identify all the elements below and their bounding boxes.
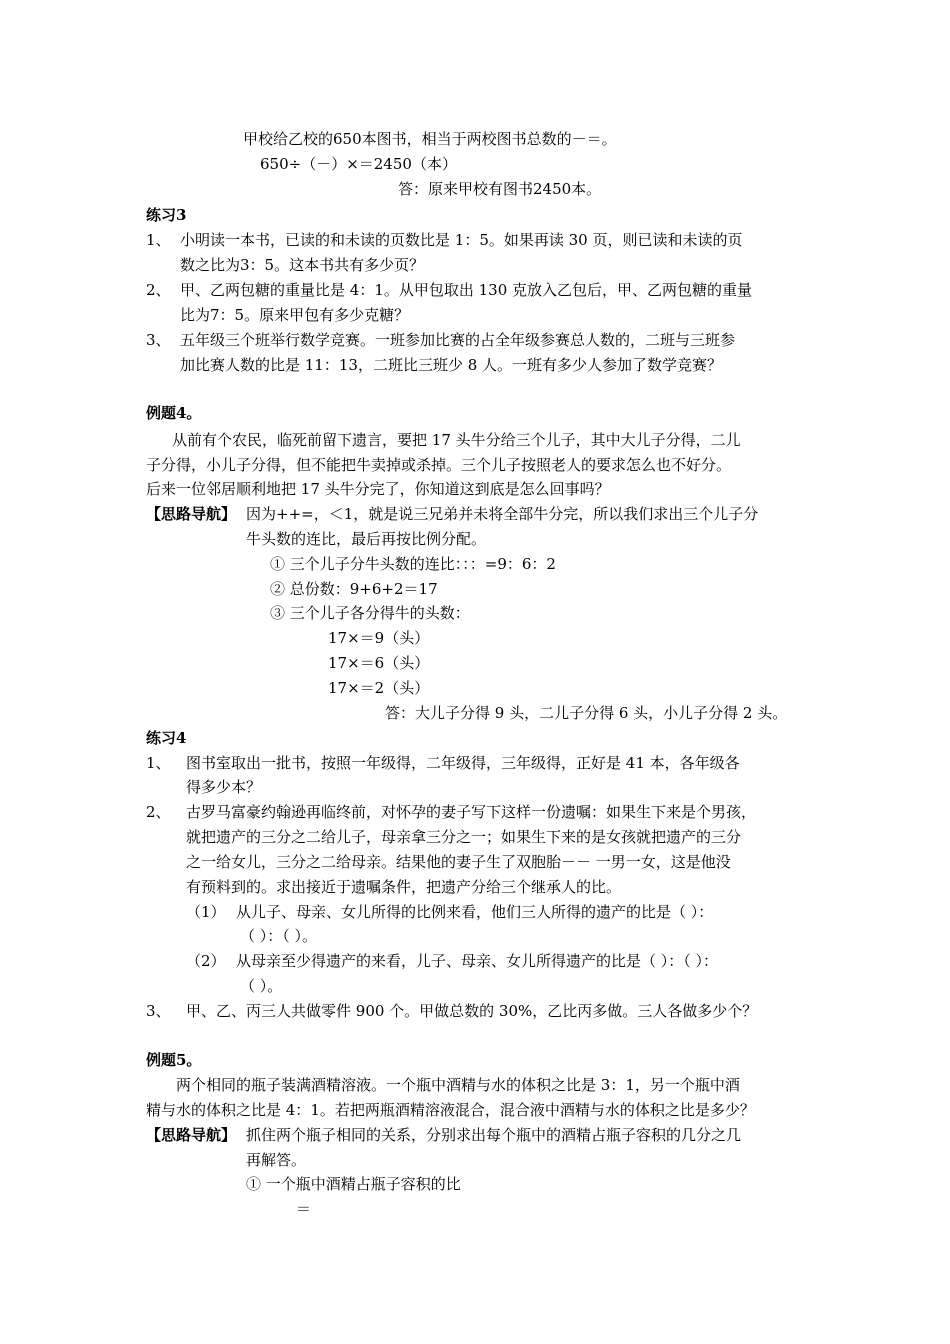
sub-item-text: （ ）：（ ）。	[240, 927, 318, 945]
list-item-text: 甲、乙两包糖的重量比是 4：1。从甲包取出 130 克放入乙包后，甲、乙两包糖的重量	[180, 281, 753, 299]
list-item-number: 1、	[146, 754, 171, 772]
list-item-text: 之一给女儿，三分之二给母亲。结果他的妻子生了双胞胎－－ 一男一女，这是他没	[186, 853, 731, 871]
calc-line: 17×＝2（头）	[328, 679, 430, 697]
list-item-text: 小明读一本书，已读的和未读的页数比是 1：5。如果再读 30 页，则已读和未读的页	[180, 231, 743, 249]
guide-label: 【思路导航】	[146, 505, 237, 523]
equals-sign: ＝	[296, 1200, 312, 1218]
list-item-text: 甲、乙、丙三人共做零件 900 个。甲做总数的 30%，乙比丙多做。三人各做多少个？	[186, 1002, 758, 1020]
paragraph-line: 两个相同的瓶子装满酒精溶液。一个瓶中酒精与水的体积之比是 3：1，另一个瓶中酒	[176, 1076, 740, 1094]
guide-text: 因为++=，＜1，就是说三兄弟并未将全部牛分完，所以我们求出三个儿子分	[246, 505, 759, 523]
example-4-answer: 答：大儿子分得 9 头，二儿子分得 6 头，小儿子分得 2 头。	[385, 704, 788, 722]
paragraph-line: 从前有个农民，临死前留下遗言，要把 17 头牛分给三个儿子，其中大儿子分得，二儿	[172, 431, 741, 449]
top-line-2: 650÷（－）×＝2450（本）	[260, 155, 457, 173]
step-2: ② 总份数：9+6+2＝17	[270, 580, 438, 598]
step-1: ① 三个儿子分牛头数的连比：：：=9：6：2	[270, 555, 556, 573]
list-item-number: 2、	[146, 803, 171, 821]
top-answer: 答：原来甲校有图书2450本。	[398, 180, 602, 198]
paragraph-line: 精与水的体积之比是 4：1。若把两瓶酒精溶液混合，混合液中酒精与水的体积之比是多少？	[146, 1101, 755, 1119]
sub-item-number: （2）	[186, 952, 226, 970]
calc-line: 17×＝9（头）	[328, 629, 430, 647]
paragraph-line: 子分得，小儿子分得，但不能把牛卖掉或杀掉。三个儿子按照老人的要求怎么也不好分。	[146, 456, 732, 474]
list-item-text: 五年级三个班举行数学竞赛。一班参加比赛的占全年级参赛总人数的，二班与三班参	[180, 331, 736, 349]
sub-item-number: （1）	[186, 903, 226, 921]
sub-item-text: 从儿子、母亲、女儿所得的比例来看，他们三人所得的遗产的比是（ ）：	[236, 903, 714, 921]
step-1: ① 一个瓶中酒精占瓶子容积的比	[246, 1175, 461, 1193]
guide-text: 再解答。	[246, 1151, 307, 1169]
example-5-title: 例题5。	[146, 1051, 202, 1069]
exercise-4-title: 练习4	[146, 729, 187, 747]
list-item-text: 比为7：5。原来甲包有多少克糖？	[180, 306, 410, 324]
list-item-number: 3、	[146, 331, 171, 349]
list-item-text: 加比赛人数的比是 11：13，二班比三班少 8 人。一班有多少人参加了数学竞赛？	[180, 356, 723, 374]
guide-text: 牛头数的连比，最后再按比例分配。	[246, 530, 487, 548]
sub-item-text: （ ）。	[240, 977, 283, 995]
list-item-number: 3、	[146, 1002, 171, 1020]
list-item-number: 1、	[146, 231, 171, 249]
list-item-text: 就把遗产的三分之二给儿子，母亲拿三分之一；如果生下来的是女孩就把遗产的三分	[186, 828, 742, 846]
list-item-text: 古罗马富豪约翰逊再临终前，对怀孕的妻子写下这样一份遗嘱：如果生下来是个男孩，	[186, 803, 757, 821]
list-item-text: 得多少本？	[186, 778, 262, 796]
example-4-title: 例题4。	[146, 404, 202, 422]
exercise-3-title: 练习3	[146, 206, 187, 224]
list-item-text: 图书室取出一批书，按照一年级得，二年级得，三年级得，正好是 41 本，各年级各	[186, 754, 740, 772]
guide-text: 抓住两个瓶子相同的关系，分别求出每个瓶中的酒精占瓶子容积的几分之几	[246, 1126, 742, 1144]
sub-item-text: 从母亲至少得遗产的来看，儿子、母亲、女儿所得遗产的比是（ ）：（ ）：	[236, 952, 719, 970]
list-item-number: 2、	[146, 281, 171, 299]
step-3: ③ 三个儿子各分得牛的头数：	[270, 604, 470, 622]
list-item-text: 有预料到的。求出接近于遗嘱条件，把遗产分给三个继承人的比。	[186, 878, 622, 896]
calc-line: 17×＝6（头）	[328, 654, 430, 672]
top-line-1: 甲校给乙校的650本图书，相当于两校图书总数的－＝。	[243, 130, 617, 148]
guide-label: 【思路导航】	[146, 1126, 237, 1144]
list-item-text: 数之比为3：5。这本书共有多少页？	[180, 256, 425, 274]
paragraph-line: 后来一位邻居顺利地把 17 头牛分完了，你知道这到底是怎么回事吗？	[146, 480, 610, 498]
